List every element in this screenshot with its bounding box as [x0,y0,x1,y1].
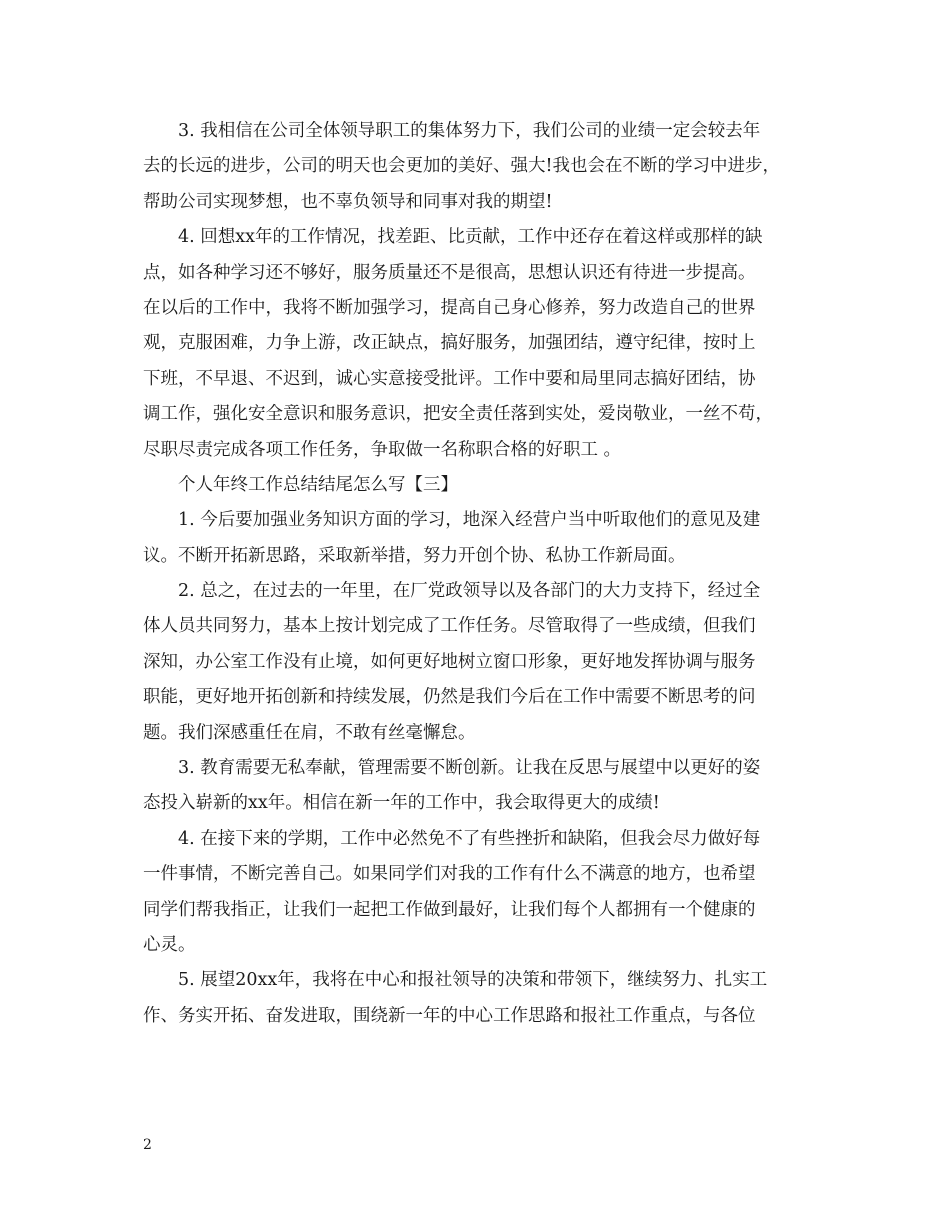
paragraph-line: 深知，办公室工作没有止境，如何更好地树立窗口形象，更好地发挥协调与服务 [143,651,756,672]
paragraph-line: 同学们帮我指正，让我们一起把工作做到最好，让我们每个人都拥有一个健康的 [143,899,756,920]
paragraph-first-line: 4. 在接下来的学期，工作中必然免不了有些挫折和缺陷，但我会尽力做好每 [178,828,761,849]
paragraph-line: 在以后的工作中，我将不断加强学习，提高自己身心修养，努力改造自己的世界 [143,297,756,318]
paragraph-line: 观，克服困难，力争上游，改正缺点，搞好服务，加强团结，遵守纪律，按时上 [143,333,756,354]
paragraph-line: 作、务实开拓、奋发进取，围绕新一年的中心工作思路和报社工作重点，与各位 [143,1005,756,1026]
paragraph-line: 去的长远的进步，公司的明天也会更加的美好、强大!我也会在不断的学习中进步， [143,156,781,177]
paragraph-first-line: 4. 回想xx年的工作情况，找差距、比贡献，工作中还存在着这样或那样的缺 [178,227,763,248]
paragraph-line: 尽职尽责完成各项工作任务，争取做一名称职合格的好职工 。 [143,439,622,460]
paragraph-first-line: 个人年终工作总结结尾怎么写【三】 [178,474,458,495]
paragraph-line: 点，如各种学习还不够好，服务质量还不是很高，思想认识还有待进一步提高。 [143,262,756,283]
paragraph-line: 一件事情，不断完善自己。如果同学们对我的工作有什么不满意的地方，也希望 [143,864,756,885]
paragraph-line: 调工作，强化安全意识和服务意识，把安全责任落到实处，爱岗敬业，一丝不苟， [143,404,773,425]
paragraph-line: 帮助公司实现梦想，也不辜负领导和同事对我的期望! [143,191,553,212]
page-number: 2 [143,1137,152,1153]
paragraph-first-line: 5. 展望20xx年，我将在中心和报社领导的决策和带领下，继续努力、扎实工 [178,970,768,991]
paragraph-first-line: 3. 我相信在公司全体领导职工的集体努力下，我们公司的业绩一定会较去年 [178,121,761,141]
paragraph-line: 下班，不早退、不迟到，诚心实意接受批评。工作中要和局里同志搞好团结，协 [143,368,756,389]
paragraph-line: 态投入崭新的xx年。相信在新一年的工作中，我会取得更大的成绩! [143,793,660,814]
paragraph-first-line: 1. 今后要加强业务知识方面的学习，地深入经营户当中听取他们的意见及建 [178,510,761,531]
paragraph-first-line: 3. 教育需要无私奉献，管理需要不断创新。让我在反思与展望中以更好的姿 [178,758,761,779]
paragraph-line: 心灵。 [143,934,196,955]
paragraph-line: 议。不断开拓新思路，采取新举措，努力开创个协、私协工作新局面。 [143,545,686,566]
paragraph-line: 职能，更好地开拓创新和持续发展，仍然是我们今后在工作中需要不断思考的问 [143,687,756,708]
paragraph-first-line: 2. 总之，在过去的一年里，在厂党政领导以及各部门的大力支持下，经过全 [178,581,761,602]
document-body [143,114,808,1034]
paragraph-line: 题。我们深感重任在肩，不敢有丝毫懈怠。 [143,722,476,743]
paragraph-line: 体人员共同努力，基本上按计划完成了工作任务。尽管取得了一些成绩，但我们 [143,616,756,637]
